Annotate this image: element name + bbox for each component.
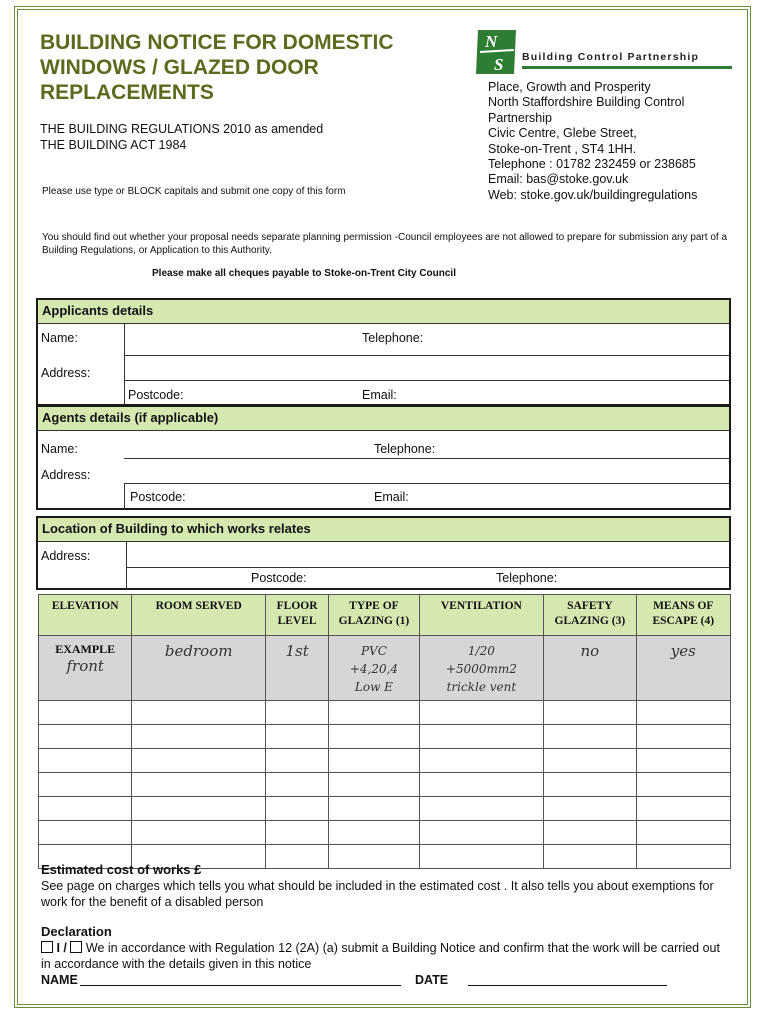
telephone-line: Telephone : 01782 232459 or 238685 (488, 157, 696, 172)
example-elevation (39, 636, 132, 701)
table-row[interactable] (39, 773, 731, 797)
agent-telephone-label: Telephone: (374, 442, 436, 456)
cost-note: See page on charges which tells you what should be included in the estimated cost . It also tells you about exemptions for work for the benefit of a disabled person (41, 879, 714, 909)
council-address (488, 80, 697, 203)
applicant-heading: Applicants details (38, 300, 729, 324)
declaration-text: We in accordance with Regulation 12 (2A) (a) submit a Building Notice and confirm that the work will be carried out in accordance with the details given in this notice (41, 941, 720, 971)
table-row[interactable] (39, 821, 731, 845)
checkbox-i[interactable] (41, 941, 53, 953)
location-heading: Location of Building to which works relates (38, 518, 729, 542)
applicant-section (36, 298, 731, 406)
agent-email-label: Email: (374, 490, 409, 504)
agent-address-label: Address: (41, 468, 91, 482)
title-line: WINDOWS / GLAZED DOOR (40, 56, 319, 79)
address-line: Stoke-on-Trent , ST4 1HH. (488, 141, 637, 156)
applicant-email-label: Email: (362, 388, 397, 402)
title-line: BUILDING NOTICE FOR DOMESTIC (40, 31, 394, 54)
declaration-heading: Declaration (41, 924, 112, 939)
example-safety: no (544, 636, 636, 701)
form-instructions: Please use type or BLOCK capitals and submit one copy of this form (42, 186, 346, 197)
applicant-name-label: Name: (41, 331, 78, 345)
address-line: Partnership (488, 110, 552, 125)
location-telephone-label: Telephone: (496, 571, 558, 585)
example-elevation-value: front (66, 657, 104, 675)
logo-underline (522, 66, 732, 69)
agent-name-label: Name: (41, 442, 78, 456)
table-row[interactable] (39, 701, 731, 725)
col-elevation: ELEVATION (39, 595, 132, 636)
example-row (39, 636, 731, 701)
agent-postcode-label: Postcode: (130, 490, 186, 504)
example-escape: yes (636, 636, 730, 701)
regulations (40, 121, 323, 153)
applicant-telephone-label: Telephone: (362, 331, 424, 345)
name-field[interactable] (80, 985, 401, 986)
footer (41, 862, 731, 988)
table-row[interactable] (39, 749, 731, 773)
example-glazing: PVC +4,20,4 Low E (329, 636, 419, 701)
col-ventilation: VENTILATION (419, 595, 544, 636)
example-room: bedroom (132, 636, 266, 701)
location-section (36, 516, 731, 590)
col-safety-glazing: SAFETY GLAZING (3) (544, 595, 636, 636)
cost-heading: Estimated cost of works £ (41, 862, 202, 877)
svg-text:S: S (494, 55, 504, 74)
declaration-i: I / (56, 941, 67, 955)
address-line: Civic Centre, Glebe Street, (488, 126, 637, 141)
address-line: Place, Growth and Prosperity (488, 80, 651, 94)
example-ventilation: 1/20 +5000mm2 trickle vent (419, 636, 544, 701)
checkbox-we[interactable] (70, 941, 82, 953)
logo-name: Building Control Partnership (522, 51, 700, 63)
name-label: NAME (41, 973, 78, 987)
ns-logo-icon (474, 28, 518, 76)
cheque-note: Please make all cheques payable to Stoke-on-Trent City Council (152, 268, 456, 279)
location-postcode-label: Postcode: (251, 571, 307, 585)
col-type-of-glazing: TYPE OF GLAZING (1) (329, 595, 419, 636)
applicant-postcode-label: Postcode: (128, 388, 184, 402)
email-line: Email: bas@stoke.gov.uk (488, 172, 629, 187)
table-row[interactable] (39, 725, 731, 749)
works-table (38, 594, 731, 869)
col-room-served: ROOM SERVED (132, 595, 266, 636)
declaration (41, 940, 731, 972)
agent-heading: Agents details (if applicable) (38, 407, 729, 431)
title-line: REPLACEMENTS (40, 81, 214, 104)
date-field[interactable] (468, 985, 667, 986)
address-line: North Staffordshire Building Control (488, 95, 685, 110)
signature-line (41, 972, 731, 988)
table-header-row (39, 595, 731, 636)
location-address-label: Address: (41, 549, 91, 563)
agent-section (36, 405, 731, 510)
regulation-line: THE BUILDING ACT 1984 (40, 138, 187, 152)
regulation-line: THE BUILDING REGULATIONS 2010 as amended (40, 122, 324, 136)
col-floor-level: FLOOR LEVEL (265, 595, 328, 636)
date-label: DATE (415, 973, 449, 987)
col-means-of-escape: MEANS OF ESCAPE (4) (636, 595, 730, 636)
table-row[interactable] (39, 797, 731, 821)
web-line: Web: stoke.gov.uk/buildingregulations (488, 187, 698, 202)
svg-text:N: N (485, 32, 498, 51)
applicant-address-label: Address: (41, 366, 91, 380)
planning-note: You should find out whether your proposal needs separate planning permission -Council employees are not allowed to prepare for submission any part of a Building Regulations, or Application to this Authority. (42, 232, 728, 256)
example-label: EXAMPLE (55, 642, 116, 656)
example-floor: 1st (265, 636, 328, 701)
page-title (40, 30, 460, 105)
